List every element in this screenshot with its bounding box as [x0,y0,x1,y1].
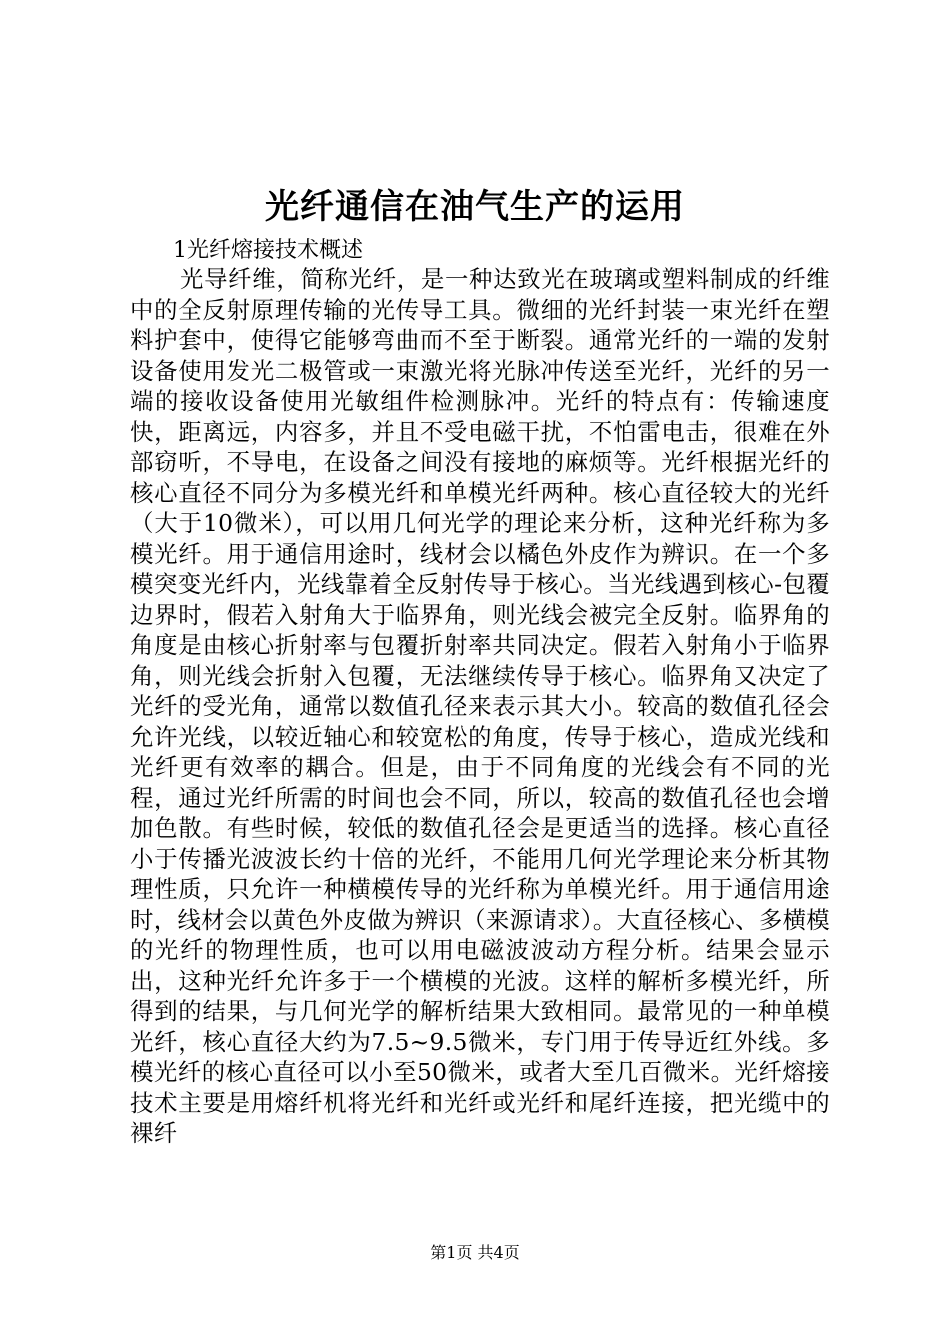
page-number-footer: 第1页 共4页 [430,1243,520,1262]
section-heading: 1光纤熔接技术概述 [173,238,363,263]
document-title: 光纤通信在油气生产的运用 [265,187,685,227]
body-paragraph: 光导纤维，简称光纤，是一种达致光在玻璃或塑料制成的纤维中的全反射原理传输的光传导工具。微细的光纤封装一束光纤在塑料护套中，使得它能够弯曲而不至于断裂。通常光纤的一端的发射设备使用发光二极管或一束激光将光脉冲传送至光纤，光纤的另一端的接收设备使用光敏组件检测脉冲。光纤的特点有：传输速度快，距离远，内容多，并且不受电磁干扰，不怕雷电击，很难在外部窃听，不导电，在设备之间没有接地的麻烦等。光纤根据光纤的核心直径不同分为多模光纤和单模光纤两种。核心直径较大的光纤（大于10微米），可以用几何光学的理论来分析，这种光纤称为多模光纤。用于通信用途时，线材会以橘色外皮作为辨识。在一个多模突变光纤内，光线靠着全反射传导于核心。当光线遇到核心-包覆边界时，假若入射角大于临界角，则光线会被完全反射。临界角的角度是由核心折射率与包覆折射率共同决定。假若入射角小于临界角，则光线会折射入包覆，无法继续传导于核心。临界角又决定了光纤的受光角，通常以数值孔径来表示其大小。较高的数值孔径会允许光线，以较近轴心和较宽松的角度，传导于核心，造成光线和光纤更有效率的耦合。但是，由于不同角度的光线会有不同的光程，通过光纤所需的时间也会不同，所以，较高的数值孔径也会增加色散。有些时候，较低的数值孔径会是更适当的选择。核心直径小于传播光波波长约十倍的光纤，不能用几何光学理论来分析其物理性质，只允许一种横模传导的光纤称为单模光纤。用于通信用途时，线材会以黄色外皮做为辨识（来源请求）。大直径核心、多横模的光纤的物理性质，也可以用电磁波波动方程分析。结果会显示出，这种光纤允许多于一个横模的光波。这样的解析多模光纤，所得到的结果，与几何光学的解析结果大致相同。最常见的一种单模光纤，核心直径大约为7.5~9.5微米，专门用于传导近红外线。多模光纤的核心直径可以小至50微米，或者大至几百微米。光纤熔接技术主要是用熔纤机将光纤和光纤或光纤和尾纤连接，把光缆中的裸纤 [130,265,830,1147]
